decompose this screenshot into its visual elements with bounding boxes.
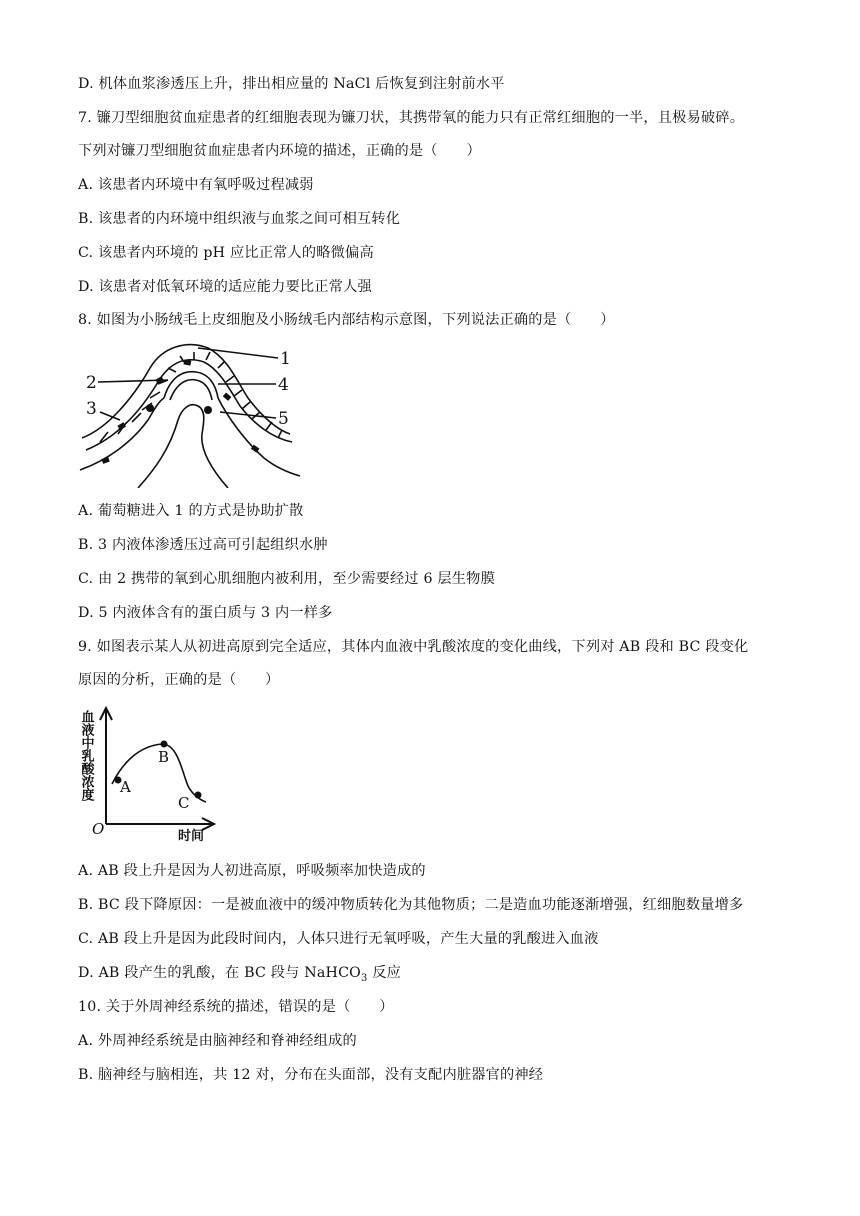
- x-axis-label: 时间: [178, 829, 205, 844]
- q8-option-c: C. 由 2 携带的氧到心肌细胞内被利用，至少需要经过 6 层生物膜: [78, 571, 495, 587]
- origin-label: O: [92, 820, 105, 838]
- q8-option-d: D. 5 内液体含有的蛋白质与 3 内一样多: [78, 605, 333, 621]
- y-axis-label: 血液中乳酸浓度: [78, 710, 94, 801]
- point-a: A: [120, 778, 131, 796]
- q9-stem-line1: 9. 如图表示某人从初进高原到完全适应，其体内血液中乳酸浓度的变化曲线，下列对 AB 段和 BC 段变化: [78, 639, 749, 655]
- point-b: B: [158, 748, 170, 766]
- label-2: 2: [86, 373, 97, 393]
- q10-option-a: A. 外周神经系统是由脑神经和脊神经组成的: [78, 1033, 357, 1049]
- q10-option-b: B. 脑神经与脑相连，共 12 对，分布在头面部，没有支配内脏器官的神经: [78, 1067, 544, 1083]
- label-5: 5: [278, 409, 289, 429]
- q8-stem: 8. 如图为小肠绒毛上皮细胞及小肠绒毛内部结构示意图，下列说法正确的是（ ）: [78, 312, 615, 328]
- q9-stem-line2: 原因的分析，正确的是（ ）: [78, 672, 280, 688]
- label-3: 3: [86, 399, 97, 419]
- q7-option-c: C. 该患者内环境的 pH 应比正常人的略微偏高: [78, 245, 374, 261]
- label-4: 4: [278, 375, 289, 395]
- q7-option-a: A. 该患者内环境中有氧呼吸过程减弱: [78, 177, 314, 193]
- q7-option-d: D. 该患者对低氧环境的适应能力要比正常人强: [78, 279, 372, 295]
- q8-option-a: A. 葡萄糖进入 1 的方式是协助扩散: [78, 503, 304, 519]
- q9-option-b: B. BC 段下降原因：一是被血液中的缓冲物质转化为其他物质；二是造血功能逐渐增强，红细胞数量增多: [78, 897, 744, 913]
- q6-option-d: D. 机体血浆渗透压上升，排出相应量的 NaCl 后恢复到注射前水平: [78, 76, 505, 92]
- q9-option-d: [78, 963, 401, 989]
- lactate-graph: [78, 702, 218, 844]
- q7-option-b: B. 该患者的内环境中组织液与血浆之间可相互转化: [78, 211, 401, 227]
- point-c: C: [178, 794, 190, 812]
- q9-option-a: A. AB 段上升是因为人初进高原，呼吸频率加快造成的: [78, 863, 426, 879]
- q9-option-d-sub: 3: [360, 972, 368, 984]
- villus-diagram: [78, 338, 308, 488]
- q7-stem-line2: 下列对镰刀型细胞贫血症患者内环境的描述，正确的是（ ）: [78, 143, 481, 159]
- q9-option-c: C. AB 段上升是因为此段时间内，人体只进行无氧呼吸，产生大量的乳酸进入血液: [78, 931, 599, 947]
- q8-option-b: B. 3 内液体渗透压过高可引起组织水肿: [78, 537, 328, 553]
- label-1: 1: [280, 349, 291, 369]
- q10-stem: 10. 关于外周神经系统的描述，错误的是（ ）: [78, 999, 394, 1015]
- q9-option-d-prefix: D. AB 段产生的乳酸，在 BC 段与 NaHCO: [78, 965, 361, 981]
- q9-option-d-suffix: 反应: [367, 965, 402, 981]
- q7-stem-line1: 7. 镰刀型细胞贫血症患者的红细胞表现为镰刀状，其携带氧的能力只有正常红细胞的一半，且极易破碎。: [78, 110, 745, 126]
